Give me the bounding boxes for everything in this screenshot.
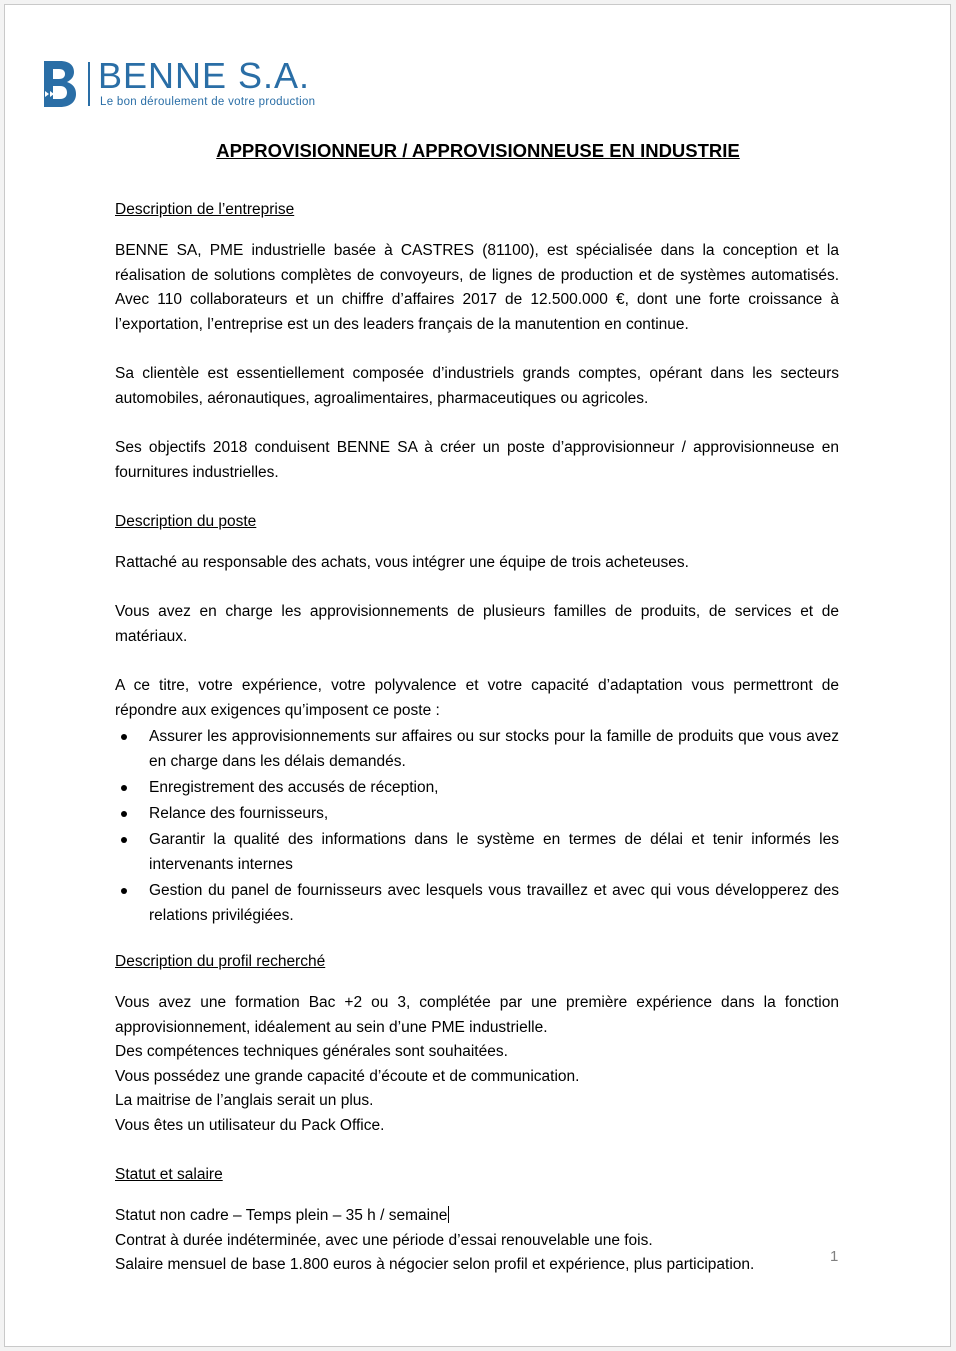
section-heading-status: Statut et salaire bbox=[115, 1166, 223, 1183]
profile-line-4: Vous possédez une grande capacité d’écoute et de communication. bbox=[115, 1067, 580, 1085]
list-item: Relance des fournisseurs, bbox=[115, 801, 839, 826]
list-item: Garantir la qualité des informations dans le système en termes de délai et tenir informés les intervenants internes bbox=[115, 827, 839, 877]
company-p3-line-2: fournitures industrielles. bbox=[115, 463, 279, 481]
job-p3-line-1: A ce titre, votre expérience, votre polyvalence et votre capacité d’adaptation vous permettront de bbox=[115, 677, 839, 694]
job-paragraph-1 bbox=[115, 551, 839, 576]
company-logo bbox=[38, 55, 338, 113]
job-p1-line-1: Rattaché au responsable des achats, vous intégrer une équipe de trois acheteuses. bbox=[115, 554, 689, 571]
logo-divider bbox=[88, 62, 90, 106]
profile-line-1: Vous avez une formation Bac +2 ou 3, complétée par une première expérience dans la fonction bbox=[115, 994, 839, 1011]
list-item: Assurer les approvisionnements sur affaires ou sur stocks pour la famille de produits que vous avez en charge dans les délais demandés. bbox=[115, 724, 839, 774]
section-heading-job: Description du poste bbox=[115, 513, 257, 530]
job-duties-list bbox=[115, 724, 839, 929]
benne-logo-icon bbox=[38, 59, 78, 109]
company-p1-line-2: réalisation de solutions complètes de convoyeurs, de lignes de production et de systèmes automatisés. bbox=[115, 266, 839, 284]
profile-paragraph bbox=[115, 991, 839, 1139]
profile-line-3: Des compétences techniques générales sont souhaitées. bbox=[115, 1043, 508, 1061]
company-p2-line-1: Sa clientèle est essentiellement composée d’industriels grands comptes, opérant dans les secteurs bbox=[115, 365, 839, 382]
company-p1-line-1: BENNE SA, PME industrielle basée à CASTRES (81100), est spécialisée dans la conception et la bbox=[115, 242, 839, 259]
page-title: APPROVISIONNEUR / APPROVISIONNEUSE EN INDUSTRIE bbox=[216, 140, 740, 161]
profile-line-6: Vous êtes un utilisateur du Pack Office. bbox=[115, 1116, 385, 1134]
company-p2-line-2: automobiles, aéronautiques, agroalimentaires, pharmaceutiques ou agricoles. bbox=[115, 389, 649, 407]
logo-tagline: Le bon déroulement de votre production bbox=[100, 96, 316, 108]
section-heading-profile: Description du profil recherché bbox=[115, 953, 326, 970]
logo-name: BENNE S.A. bbox=[98, 55, 311, 96]
company-paragraph-3 bbox=[115, 436, 839, 485]
list-item: Gestion du panel de fournisseurs avec lesquels vous travaillez et avec qui vous développerez des relations privilégiées. bbox=[115, 878, 839, 928]
profile-line-5: La maitrise de l’anglais serait un plus. bbox=[115, 1092, 374, 1110]
status-line-1 bbox=[115, 1204, 839, 1229]
company-paragraph-2 bbox=[115, 362, 839, 411]
job-paragraph-3 bbox=[115, 674, 839, 723]
text-cursor bbox=[448, 1206, 449, 1223]
status-line-3: Salaire mensuel de base 1.800 euros à négocier selon profil et expérience, plus participation. bbox=[115, 1256, 755, 1274]
status-paragraph bbox=[115, 1204, 839, 1278]
profile-line-2: approvisionnement, idéalement au sein d’une PME industrielle. bbox=[115, 1018, 548, 1036]
job-p3-line-2: répondre aux exigences qu’imposent ce poste : bbox=[115, 701, 440, 719]
job-p2-line-2: matériaux. bbox=[115, 627, 188, 645]
company-paragraph-1 bbox=[115, 239, 839, 337]
company-p1-line-3: Avec 110 collaborateurs et un chiffre d’affaires 2017 de 12.500.000 €, dont une forte croissance à bbox=[115, 291, 839, 309]
list-item: Enregistrement des accusés de réception, bbox=[115, 775, 839, 800]
status-line-2: Contrat à durée indéterminée, avec une période d’essai renouvelable une fois. bbox=[115, 1231, 653, 1249]
job-paragraph-2 bbox=[115, 600, 839, 649]
page-number: 1 bbox=[830, 1248, 839, 1265]
status-line-1-text: Statut non cadre – Temps plein – 35 h / semaine bbox=[115, 1207, 448, 1224]
section-heading-company: Description de l’entreprise bbox=[115, 201, 295, 218]
job-p2-line-1: Vous avez en charge les approvisionnements de plusieurs familles de produits, de services et de bbox=[115, 603, 839, 620]
company-p3-line-1: Ses objectifs 2018 conduisent BENNE SA à créer un poste d’approvisionneur / approvisionneuse en bbox=[115, 439, 839, 456]
company-p1-line-4: l’exportation, l’entreprise est un des leaders français de la manutention en continue. bbox=[115, 315, 689, 333]
